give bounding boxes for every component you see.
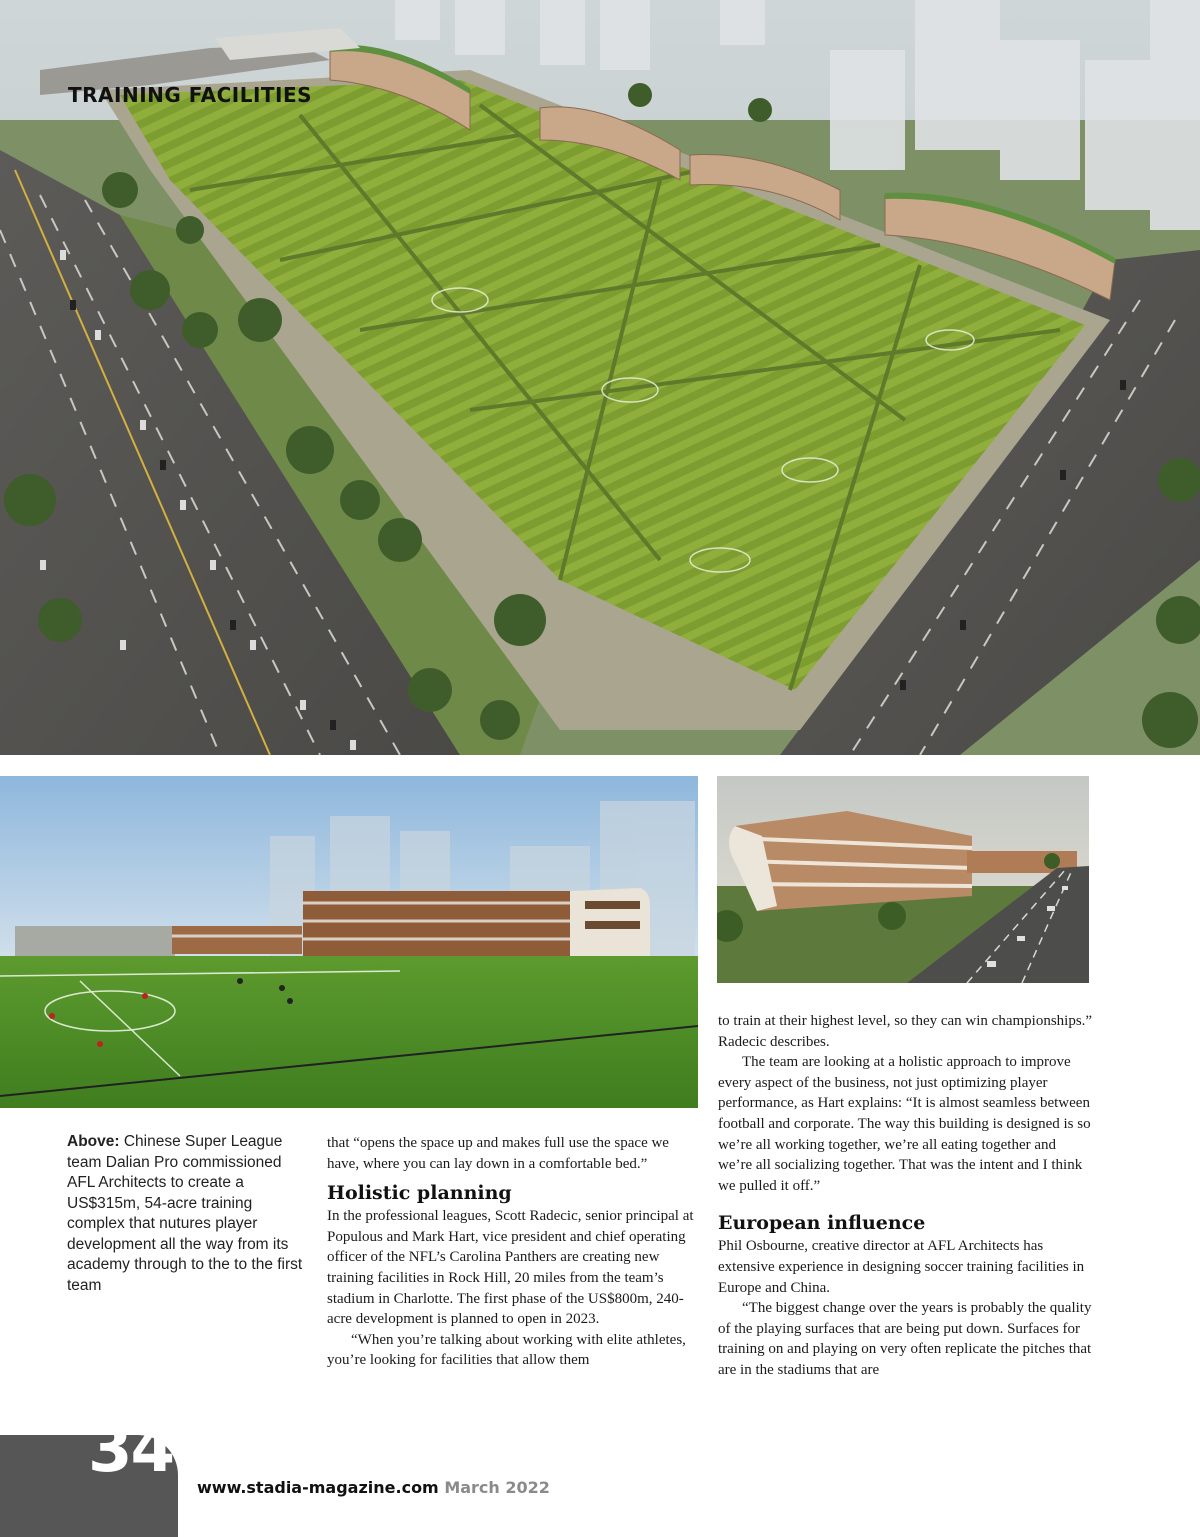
photo-caption	[67, 1132, 312, 1296]
section-label: TRAINING FACILITIES	[68, 83, 313, 107]
subheading-holistic-planning: Holistic planning	[327, 1182, 512, 1205]
paragraph: to train at their highest level, so they can win championships.” Radecic describes.	[718, 1013, 1093, 1050]
footer-credit	[197, 1478, 550, 1497]
caption-lead: Above:	[67, 1133, 120, 1150]
paragraph: “When you’re talking about working with elite athletes, you’re looking for facilities that allow them	[327, 1331, 686, 1369]
article-column-right	[718, 1011, 1093, 1381]
hero-aerial-image	[0, 0, 1200, 755]
paragraph: In the professional leagues, Scott Radecic, senior principal at Populous and Mark Hart, vice president and chief operating officer of the NFL’s Carolina Panthers are creating new training facilities in Rock Hill, 20 miles from the team’s stadium in Charlotte. The first phase of the US$800m, 240-acre development is planned to open in 2023.	[327, 1208, 694, 1328]
article-column-middle	[327, 1133, 702, 1371]
footer-url[interactable]: www.stadia-magazine.com	[197, 1478, 439, 1497]
paragraph: The team are looking at a holistic approach to improve every aspect of the business, not just optimizing player performance, as Hart explains: “It is almost seamless between football and corporate. The way this building is designed is so we’re all working together, we’re all eating together and we’re all socializing together. That was the intent and I think we pulled it off.”	[718, 1054, 1091, 1194]
footer-date: March 2022	[444, 1478, 550, 1497]
campus-road-photo	[717, 776, 1089, 983]
training-building-photo	[0, 776, 698, 1108]
paragraph: “The biggest change over the years is probably the quality of the playing surfaces that are being put down. Surfaces for training on and playing on very often replicate the pitches that are in the stadiums that are	[718, 1300, 1092, 1378]
paragraph: that “opens the space up and makes full use the space we have, where you can lay down in a comfortable bed.”	[327, 1135, 669, 1172]
subheading-european-influence: European influence	[718, 1212, 926, 1235]
caption-text: Chinese Super League team Dalian Pro commissioned AFL Architects to create a US$315m, 54-acre training complex that nutures player development all the way from its academy through to the to the first team	[67, 1133, 303, 1294]
page-number: 34	[88, 1413, 174, 1487]
paragraph: Phil Osbourne, creative director at AFL Architects has extensive experience in designing soccer training facilities in Europe and China.	[718, 1238, 1085, 1296]
